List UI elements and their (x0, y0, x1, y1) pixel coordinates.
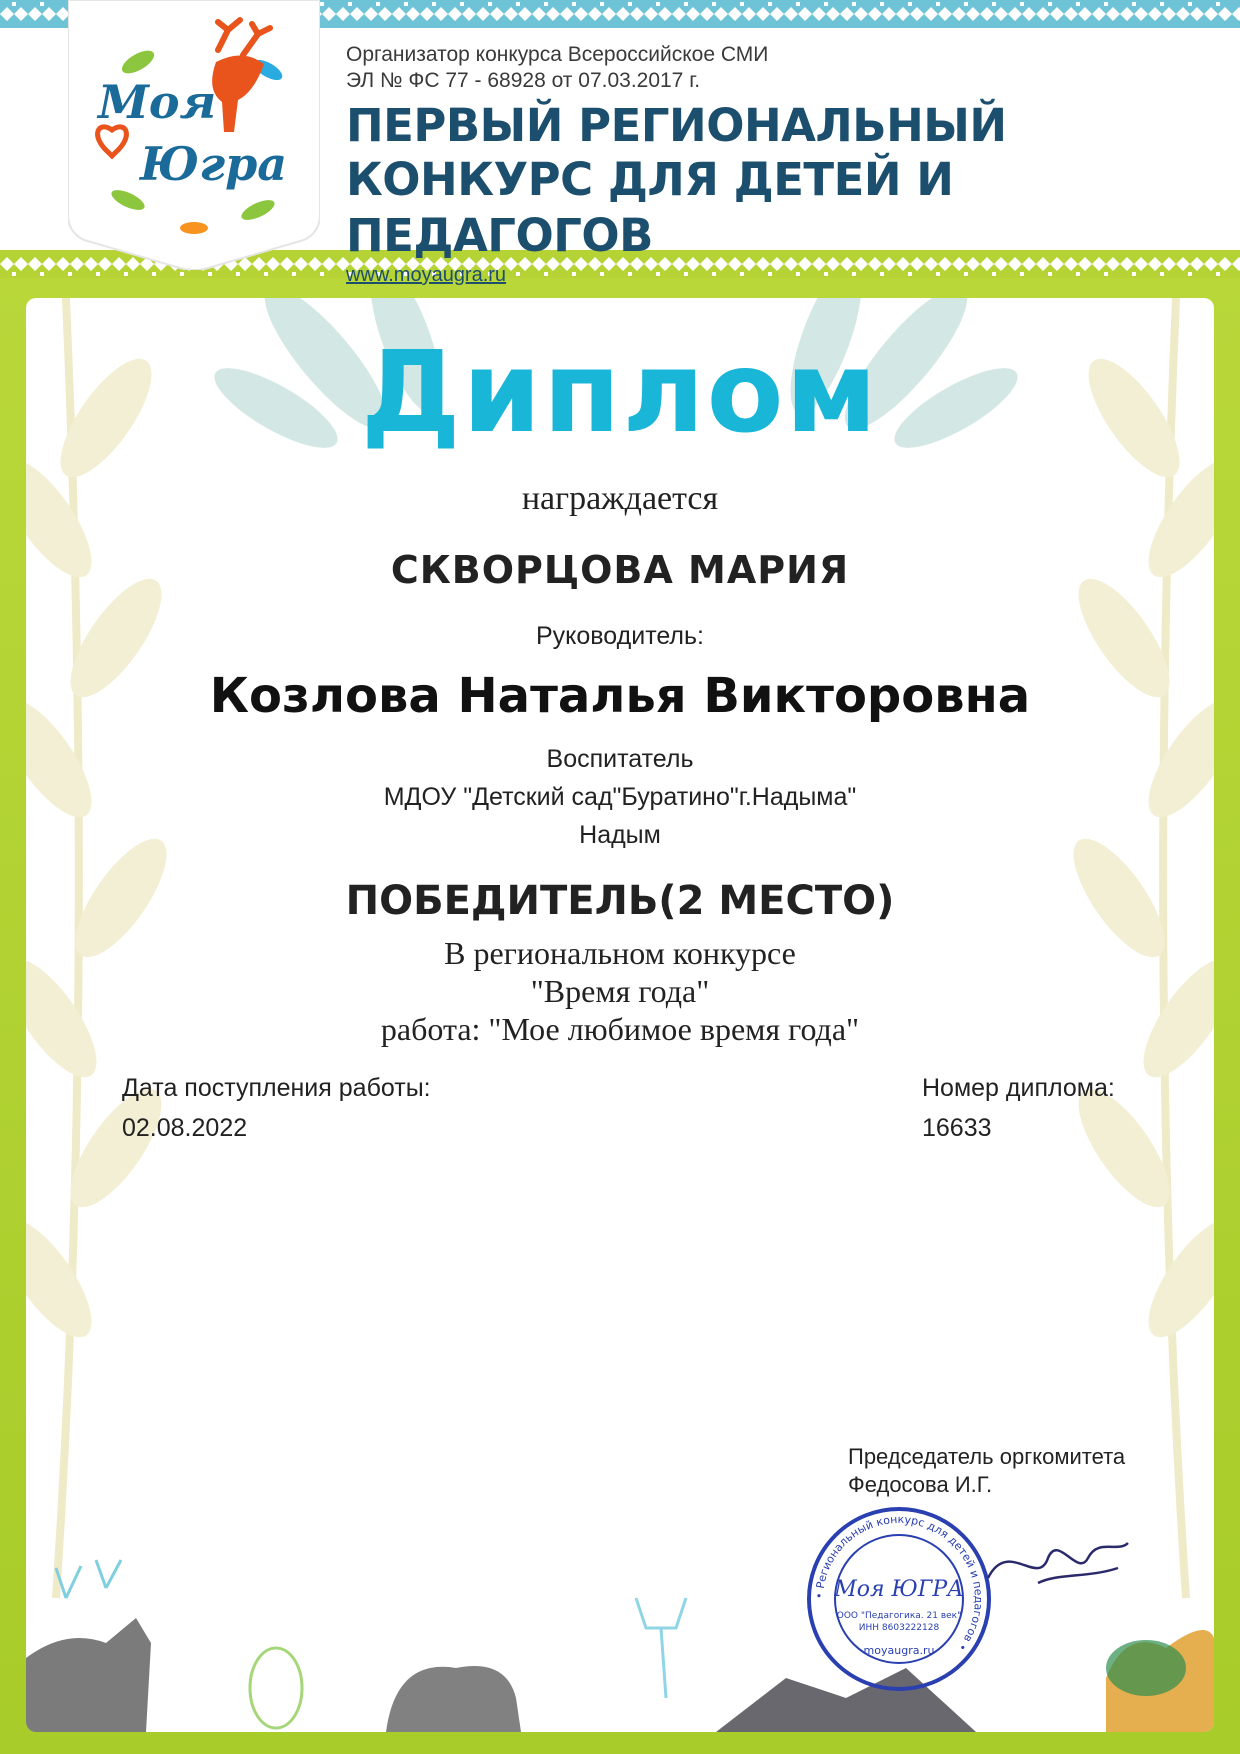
diploma-number-value: 16633 (922, 1114, 992, 1142)
city-name: Надым (579, 821, 661, 849)
contest-details (26, 934, 1214, 1048)
stamp-ring-text: • Региональный конкурс для детей и педагогов • (812, 1512, 986, 1654)
logo-text-moya: Моя (98, 75, 217, 129)
contest-line-2: "Время года" (530, 973, 710, 1009)
stamp-inn-text: ИНН 8603222128 (858, 1623, 940, 1633)
logo-text-yugra: Югра (140, 137, 288, 191)
signature-scribble (978, 1528, 1138, 1598)
moya-yugra-logo (68, 0, 320, 270)
work-title: работа: "Мое любимое время года" (380, 1011, 860, 1047)
supervisor-name: Козлова Наталья Викторовна (209, 668, 1031, 724)
awarded-text: награждается (521, 480, 719, 517)
stamp-center-text: Моя ЮГРА (834, 1577, 964, 1602)
website-link[interactable]: www.moyaugra.ru (346, 264, 507, 286)
chair-name: Федосова И.Г. (848, 1472, 993, 1497)
organizer-line-2: ЭЛ № ФС 77 - 68928 от 07.03.2017 г. (346, 69, 701, 92)
institution-name: МДОУ "Детский сад"Буратино"г.Надыма" (383, 783, 857, 811)
stamp-org-text: ООО "Педагогика. 21 век" (836, 1611, 962, 1621)
diploma-number-label: Номер диплома: (922, 1074, 1115, 1102)
date-value: 02.08.2022 (122, 1114, 248, 1142)
contest-line-1: В региональном конкурсе (444, 935, 796, 971)
student-name: СКВОРЦОВА МАРИЯ (390, 548, 850, 592)
supervisor-details (26, 740, 1214, 854)
organizer-line-1: Организатор конкурса Всероссийское СМИ (346, 43, 769, 66)
diploma-title: Диплом (360, 328, 880, 458)
header-text-block (346, 42, 1226, 287)
date-label: Дата поступления работы: (122, 1074, 431, 1102)
stamp-site-text: moyaugra.ru (863, 1644, 935, 1657)
chair-block (848, 1443, 1125, 1499)
supervisor-position: Воспитатель (546, 745, 694, 773)
chair-title: Председатель оргкомитета (848, 1444, 1126, 1469)
contest-title-line-1: ПЕРВЫЙ РЕГИОНАЛЬНЫЙ (346, 99, 1007, 152)
official-stamp (804, 1504, 994, 1694)
supervisor-label: Руководитель: (535, 622, 704, 650)
result-title: ПОБЕДИТЕЛЬ(2 МЕСТО) (345, 878, 895, 924)
contest-title-line-2: КОНКУРС ДЛЯ ДЕТЕЙ И ПЕДАГОГОВ (346, 153, 954, 262)
